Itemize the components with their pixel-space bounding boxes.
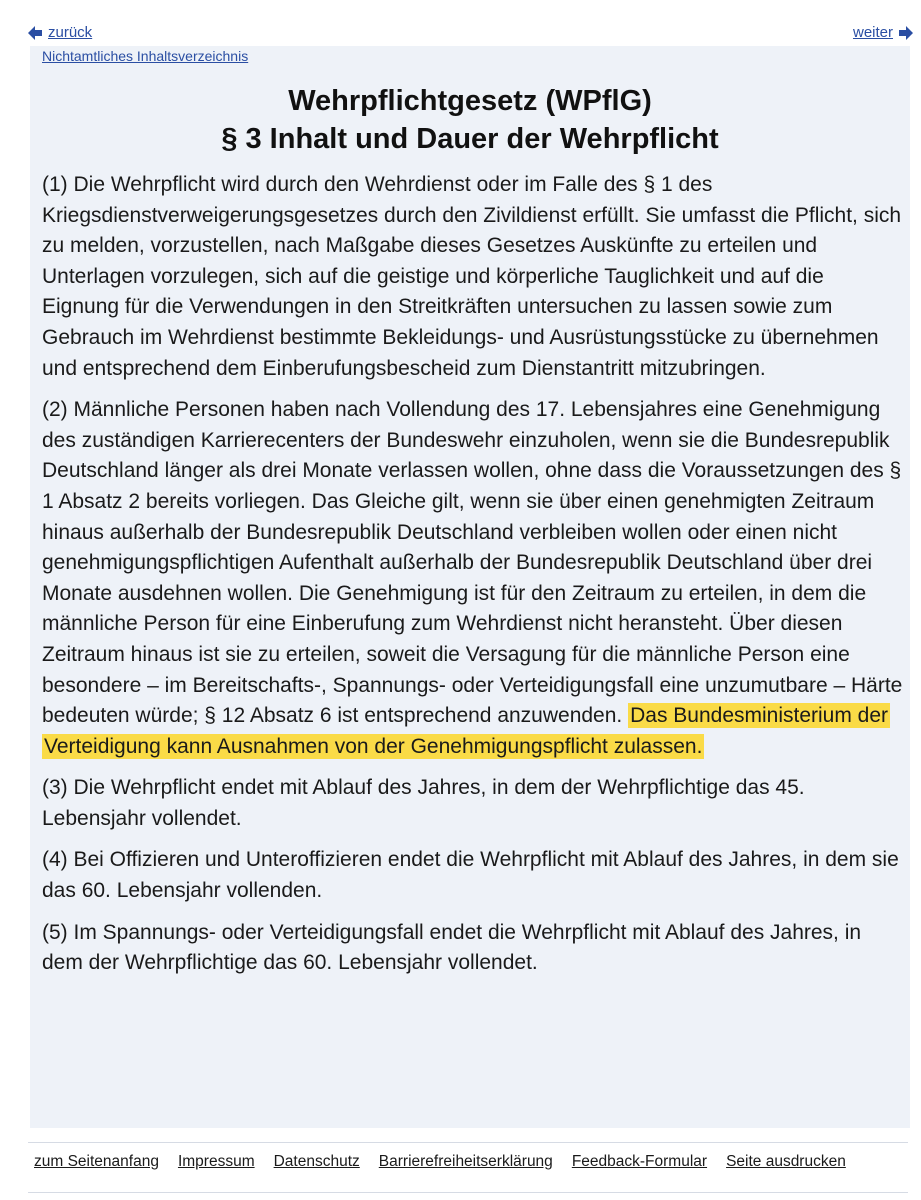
law-content-panel xyxy=(30,46,910,1128)
paragraph-5: (5) Im Spannungs- oder Verteidigungsfall endet die Wehrpflicht mit Ablauf des Jahres, in dem der Wehrpflichtige das 60. Lebensjahr vollendet. xyxy=(42,920,862,975)
paragraph-1: (1) Die Wehrpflicht wird durch den Wehrdienst oder im Falle des § 1 des Kriegsdienstverweigerungsgesetzes durch den Zivildienst erfüllt. Sie umfasst die Pflicht, sich zu melden, vorzustellen, nach Maßgabe dieses Gesetzes Auskünfte zu erteilen und Unterlagen vorzulegen, sich auf die geistige und körperliche Tauglichkeit und auf die Eignung für die Verwendungen in den Streitkräften untersuchen zu lassen sowie zum Gebrauch im Wehrdienst bestimmte Bekleidungs- und Ausrüstungsstücke zu übernehmen und entsprechend dem Einberufungsbescheid zum Dienstantritt mitzubringen. xyxy=(42,173,902,380)
footer-link-top[interactable]: zum Seitenanfang xyxy=(34,1153,159,1170)
footer-links xyxy=(34,1153,865,1171)
law-text xyxy=(42,170,904,990)
arrow-right-icon xyxy=(899,26,913,40)
top-navigation xyxy=(0,18,921,48)
next-link[interactable] xyxy=(853,24,913,41)
footer-link-impressum[interactable]: Impressum xyxy=(177,1153,255,1170)
paragraph-3: (3) Die Wehrpflicht endet mit Ablauf des Jahres, in dem der Wehrpflichtige das 45. Lebensjahr vollendet. xyxy=(42,776,805,830)
back-link-label: zurück xyxy=(48,24,93,41)
footer-link-print[interactable]: Seite ausdrucken xyxy=(726,1153,846,1170)
footer-link-feedback[interactable]: Feedback-Formular xyxy=(571,1153,708,1170)
paragraph-4: (4) Bei Offizieren und Unteroffizieren endet die Wehrpflicht mit Ablauf des Jahres, in dem sie das 60. Lebensjahr vollenden. xyxy=(42,848,899,903)
arrow-left-icon xyxy=(28,26,42,40)
back-link[interactable] xyxy=(28,24,92,41)
table-of-contents-link[interactable]: Nichtamtliches Inhaltsverzeichnis xyxy=(42,48,249,64)
footer-link-datenschutz[interactable]: Datenschutz xyxy=(273,1153,360,1170)
page-title xyxy=(30,82,910,158)
law-title: Wehrpflichtgesetz (WPflG) xyxy=(288,85,652,117)
footer-divider xyxy=(28,1192,908,1193)
footer xyxy=(28,1142,908,1183)
section-title: § 3 Inhalt und Dauer der Wehrpflicht xyxy=(221,123,719,155)
footer-link-barrierefreiheit[interactable]: Barrierefreiheitserklärung xyxy=(378,1153,553,1170)
highlighted-text: Das Bundesministerium der Verteidigung kann Ausnahmen von der Genehmigungspflicht zulassen. xyxy=(44,704,889,758)
paragraph-2 xyxy=(42,395,904,762)
paragraph-2-text: (2) Männliche Personen haben nach Vollendung des 17. Lebensjahres eine Genehmigung des zuständigen Karrierecenters der Bundeswehr einzuholen, wenn sie die Bundesrepublik Deutschland länger als drei Monate verlassen wollen, ohne dass die Voraussetzungen des § 1 Absatz 2 bereits vorliegen. Das Gleiche gilt, wenn sie über einen genehmigten Zeitraum hinaus außerhalb der Bundesrepublik Deutschland verbleiben wollen oder einen nicht genehmigungspflichtigen Aufenthalt außerhalb der Bundesrepublik Deutschland über drei Monate ausdehnen wollen. Die Genehmigung ist für den Zeitraum zu erteilen, in dem die männliche Person für eine Einberufung zum Wehrdienst nicht heransteht. Über diesen Zeitraum hinaus ist sie zu erteilen, soweit die Versagung für die männliche Person eine besondere – im Bereitschafts-, Spannungs- oder Verteidigungsfall eine unzumutbare – Härte bedeuten würde; § 12 Absatz 6 ist entsprechend anzuwenden. xyxy=(42,398,903,728)
next-link-label: weiter xyxy=(852,24,893,41)
